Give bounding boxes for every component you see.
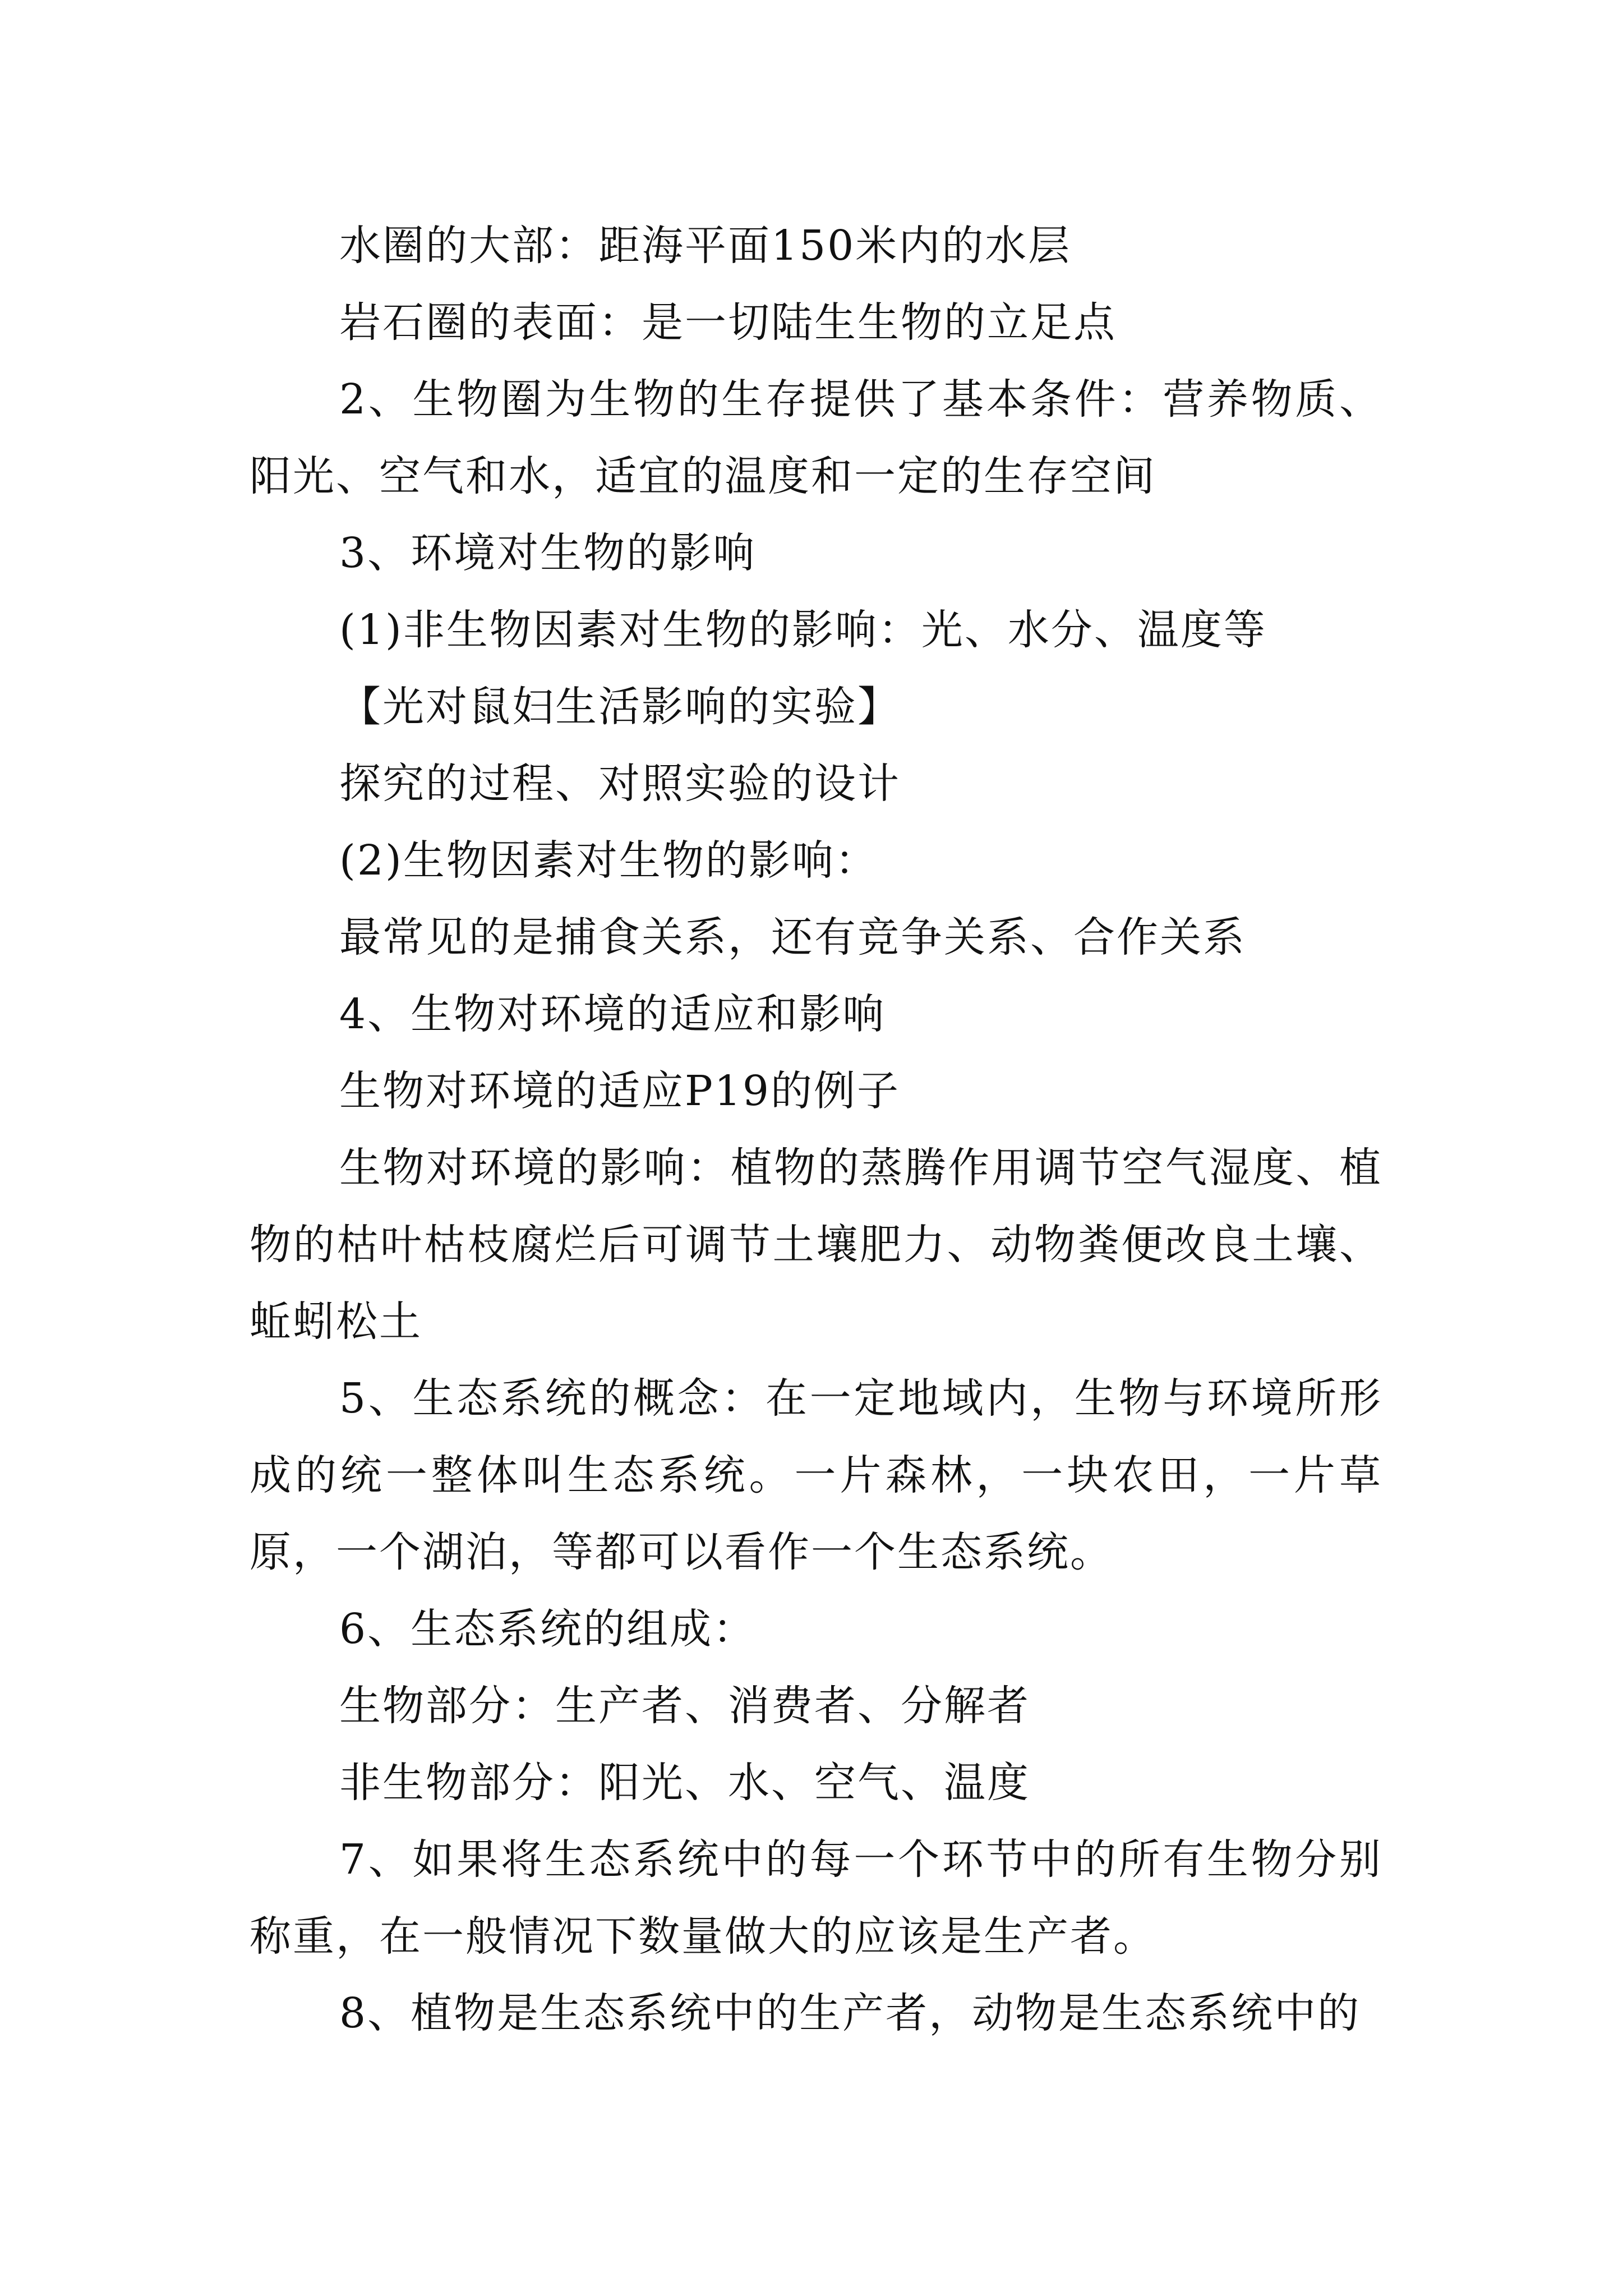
paragraph-biotic-part: 生物部分：生产者、消费者、分解者	[339, 1682, 1030, 1730]
paragraph-abiotic-part: 非生物部分：阳光、水、空气、温度	[339, 1759, 1030, 1807]
paragraph-experiment-design: 探究的过程、对照实验的设计	[339, 760, 901, 808]
paragraph-abiotic-factors: (1)非生物因素对生物的影响：光、水分、温度等	[339, 606, 1267, 654]
paragraph-relationships: 最常见的是捕食关系，还有竞争关系、合作关系	[339, 913, 1246, 961]
paragraph-environment-effect-heading: 3、环境对生物的影响	[339, 529, 757, 577]
paragraph-lithosphere: 岩石圈的表面：是一切陆生生物的立足点	[339, 298, 1117, 347]
paragraph-organism-impact: 生物对环境的影响：植物的蒸腾作用调节空气湿度、植物的枯叶枯枝腐烂后可调节土壤肥力、动物粪便改良土壤、蚯蚓松土	[250, 1144, 1382, 1346]
paragraph-experiment-title: 【光对鼠妇生活影响的实验】	[339, 683, 901, 731]
paragraph-ecosystem-concept: 5、生态系统的概念：在一定地域内，生物与环境所形成的统一整体叫生态系统。一片森林，一块农田，一片草原，一个湖泊，等都可以看作一个生态系统。	[250, 1374, 1382, 1576]
paragraph-ecosystem-composition: 6、生态系统的组成：	[339, 1605, 757, 1653]
paragraph-producer-biomass: 7、如果将生态系统中的每一个环节中的所有生物分别称重，在一般情况下数量做大的应该是生产者。	[250, 1835, 1382, 1961]
paragraph-adaptation-heading: 4、生物对环境的适应和影响	[339, 990, 886, 1038]
document-body	[250, 208, 1382, 2052]
paragraph-biotic-factors: (2)生物因素对生物的影响：	[339, 836, 878, 885]
paragraph-hydrosphere: 水圈的大部：距海平面150米内的水层	[339, 222, 1072, 270]
paragraph-producers-consumers: 8、植物是生态系统中的生产者，动物是生态系统中的	[339, 1989, 1361, 2037]
paragraph-adaptation-example: 生物对环境的适应P19的例子	[339, 1067, 900, 1115]
paragraph-basic-conditions: 2、生物圈为生物的生存提供了基本条件：营养物质、阳光、空气和水，适宜的温度和一定的生存空间	[250, 375, 1382, 500]
